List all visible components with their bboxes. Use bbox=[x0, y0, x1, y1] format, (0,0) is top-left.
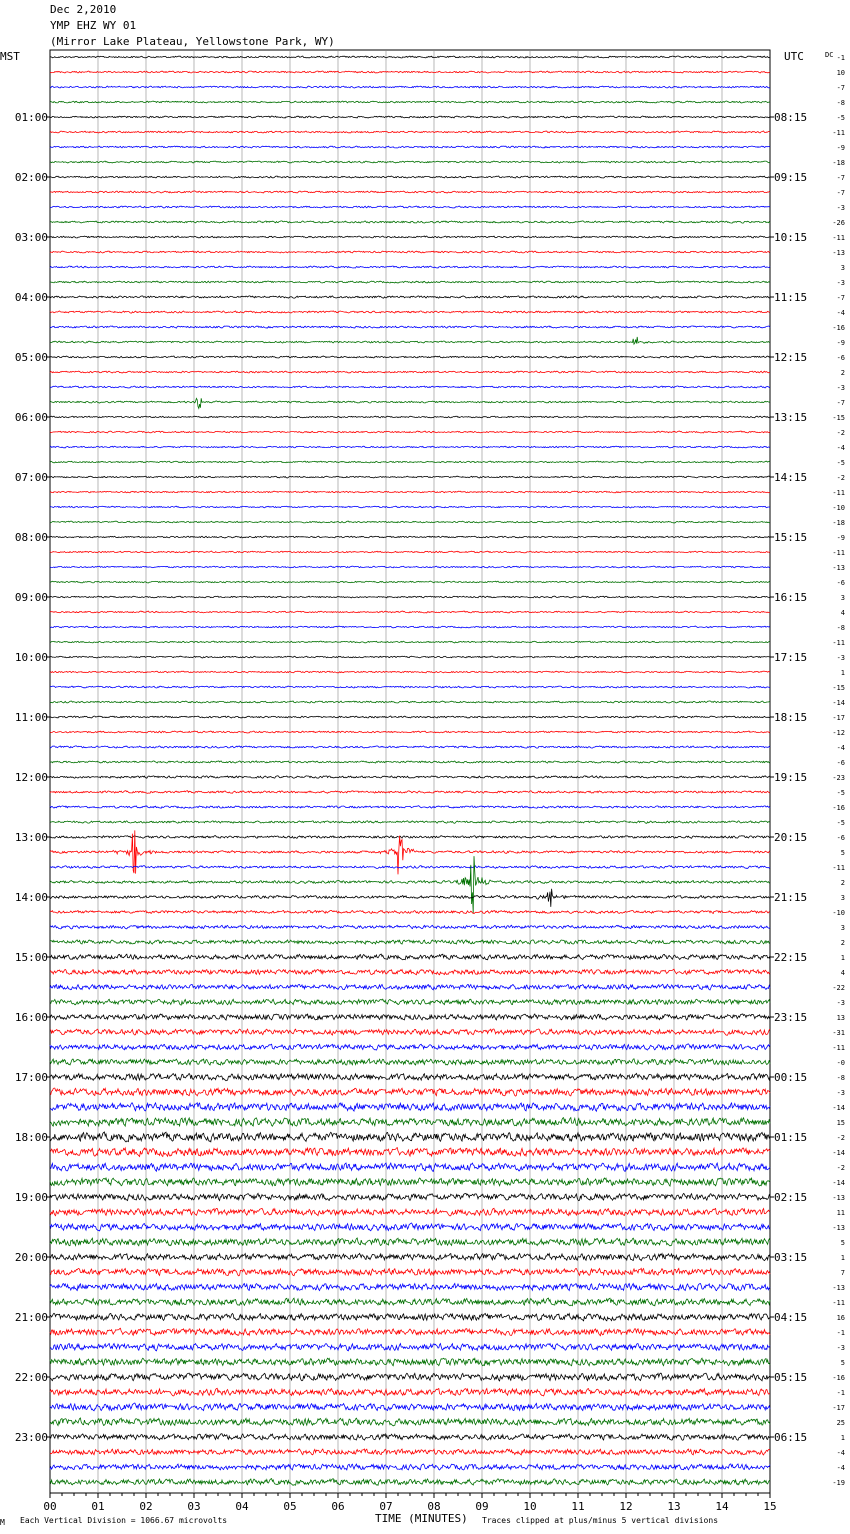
trace-line bbox=[50, 1132, 770, 1142]
dc-offset-value: -1 bbox=[836, 1329, 845, 1337]
left-hour-label: 05:00 bbox=[14, 351, 48, 364]
trace-line bbox=[50, 1029, 770, 1035]
dc-offset-value: -4 bbox=[836, 1464, 845, 1472]
trace-line bbox=[50, 191, 770, 193]
dc-offset-value: -6 bbox=[836, 759, 845, 767]
trace-line bbox=[50, 337, 770, 344]
trace-line bbox=[50, 686, 770, 688]
dc-offset-value: -11 bbox=[832, 1044, 845, 1052]
trace-line bbox=[50, 821, 770, 824]
dc-offset-value: -7 bbox=[836, 189, 845, 197]
trace-line bbox=[50, 954, 770, 960]
left-hour-label: 04:00 bbox=[14, 291, 48, 304]
trace-line bbox=[50, 1163, 770, 1171]
dc-offset-value: -7 bbox=[836, 294, 845, 302]
right-hour-label: 21:15 bbox=[774, 891, 808, 904]
left-hour-label: 07:00 bbox=[14, 471, 48, 484]
dc-offset-value: -5 bbox=[836, 459, 845, 467]
trace-line bbox=[50, 446, 770, 448]
dc-offset-value: -3 bbox=[836, 1344, 845, 1352]
trace-line bbox=[50, 1449, 770, 1455]
trace-line bbox=[50, 581, 770, 583]
dc-offset-value: -13 bbox=[832, 249, 845, 257]
x-tick-label: 11 bbox=[571, 1500, 585, 1513]
dc-offset-value: -3 bbox=[836, 654, 845, 662]
dc-offset-value: 10 bbox=[836, 69, 845, 77]
trace-line bbox=[50, 506, 770, 508]
x-tick-label: 13 bbox=[667, 1500, 681, 1513]
trace-line bbox=[50, 1193, 770, 1200]
trace-line bbox=[50, 925, 770, 929]
trace-line bbox=[50, 1313, 770, 1321]
trace-line bbox=[50, 656, 770, 658]
trace-line bbox=[50, 1358, 770, 1366]
x-axis-label: TIME (MINUTES) bbox=[375, 1512, 468, 1525]
dc-offset-value: -7 bbox=[836, 399, 845, 407]
dc-offset-value: -9 bbox=[836, 339, 845, 347]
left-hour-label: 18:00 bbox=[14, 1131, 48, 1144]
left-hour-label: 17:00 bbox=[14, 1071, 48, 1084]
dc-offset-value: 3 bbox=[840, 594, 845, 602]
x-tick-label: 03 bbox=[187, 1500, 201, 1513]
dc-offset-value: -12 bbox=[832, 729, 845, 737]
right-hour-label: 15:15 bbox=[774, 531, 808, 544]
dc-offset-value: -16 bbox=[832, 804, 845, 812]
x-tick-label: 04 bbox=[235, 1500, 249, 1513]
right-hour-label: 08:15 bbox=[774, 111, 808, 124]
dc-offset-value: -5 bbox=[836, 789, 845, 797]
dc-offset-value: 13 bbox=[836, 1014, 845, 1022]
trace-line bbox=[50, 311, 770, 313]
trace-line bbox=[50, 281, 770, 283]
trace-line bbox=[50, 1223, 770, 1231]
trace-line bbox=[50, 1403, 770, 1411]
dc-offset-value: 11 bbox=[836, 1209, 845, 1217]
left-hour-label: 10:00 bbox=[14, 651, 48, 664]
dc-offset-value: -19 bbox=[832, 1479, 845, 1487]
trace-line bbox=[50, 731, 770, 733]
dc-offset-value: 5 bbox=[840, 1239, 845, 1247]
trace-line bbox=[50, 131, 770, 133]
dc-offset-value: -5 bbox=[836, 114, 845, 122]
trace-line bbox=[50, 56, 770, 58]
right-hour-label: 19:15 bbox=[774, 771, 808, 784]
left-hour-label: 02:00 bbox=[14, 171, 48, 184]
dc-offset-value: -16 bbox=[832, 1374, 845, 1382]
trace-line bbox=[50, 1088, 770, 1096]
dc-offset-value: 5 bbox=[840, 849, 845, 857]
right-hour-label: 17:15 bbox=[774, 651, 808, 664]
dc-offset-value: -23 bbox=[832, 774, 845, 782]
trace-line bbox=[50, 1479, 770, 1486]
trace-line bbox=[50, 889, 770, 907]
dc-offset-value: -11 bbox=[832, 234, 845, 242]
dc-offset-value: -14 bbox=[832, 699, 845, 707]
dc-offset-value: -17 bbox=[832, 714, 845, 722]
dc-offset-value: -11 bbox=[832, 639, 845, 647]
left-hour-label: 12:00 bbox=[14, 771, 48, 784]
trace-line bbox=[50, 326, 770, 328]
x-tick-label: 09 bbox=[475, 1500, 489, 1513]
trace-line bbox=[50, 1373, 770, 1381]
dc-offset-value: -11 bbox=[832, 549, 845, 557]
x-tick-label: 00 bbox=[43, 1500, 57, 1513]
x-tick-label: 15 bbox=[763, 1500, 777, 1513]
dc-offset-value: -16 bbox=[832, 324, 845, 332]
trace-line bbox=[50, 1284, 770, 1291]
left-hour-label: 14:00 bbox=[14, 891, 48, 904]
dc-offset-value: -0 bbox=[836, 1059, 845, 1067]
trace-line bbox=[50, 806, 770, 809]
trace-line bbox=[50, 641, 770, 643]
left-hour-label: 08:00 bbox=[14, 531, 48, 544]
trace-line bbox=[50, 626, 770, 628]
trace-line bbox=[50, 491, 770, 493]
right-hour-label: 18:15 bbox=[774, 711, 808, 724]
dc-offset-value: -14 bbox=[832, 1104, 845, 1112]
trace-line bbox=[50, 1014, 770, 1020]
trace-line bbox=[50, 746, 770, 748]
dc-offset-value: -8 bbox=[836, 1074, 845, 1082]
station-code: YMP EHZ WY 01 bbox=[50, 19, 137, 32]
left-hour-label: 15:00 bbox=[14, 951, 48, 964]
dc-offset-value: -7 bbox=[836, 174, 845, 182]
trace-line bbox=[50, 251, 770, 253]
dc-offset-value: -15 bbox=[832, 414, 845, 422]
dc-offset-value: -3 bbox=[836, 279, 845, 287]
dc-offset-value: -4 bbox=[836, 444, 845, 452]
trace-line bbox=[50, 910, 770, 913]
dc-offset-value: 16 bbox=[836, 1314, 845, 1322]
plot-date: Dec 2,2010 bbox=[50, 3, 117, 16]
dc-offset-value: -15 bbox=[832, 684, 845, 692]
dc-offset-value: -18 bbox=[832, 159, 845, 167]
dc-offset-value: -11 bbox=[832, 1299, 845, 1307]
trace-line bbox=[50, 161, 770, 163]
trace-line bbox=[50, 716, 770, 718]
dc-offset-value: -8 bbox=[836, 624, 845, 632]
trace-line bbox=[50, 551, 770, 553]
dc-offset-value: -14 bbox=[832, 1179, 845, 1187]
trace-line bbox=[50, 416, 770, 418]
trace-line bbox=[50, 296, 770, 299]
left-hour-label: 03:00 bbox=[14, 231, 48, 244]
dc-offset-value: -2 bbox=[836, 1164, 845, 1172]
trace-line bbox=[50, 1044, 770, 1050]
dc-offset-value: -2 bbox=[836, 1134, 845, 1142]
dc-offset-value: -4 bbox=[836, 744, 845, 752]
right-hour-label: 20:15 bbox=[774, 831, 808, 844]
right-hour-label: 03:15 bbox=[774, 1251, 808, 1264]
left-hour-label: 06:00 bbox=[14, 411, 48, 424]
trace-line bbox=[50, 521, 770, 523]
x-tick-label: 06 bbox=[331, 1500, 345, 1513]
trace-line bbox=[50, 431, 770, 433]
dc-offset-value: -9 bbox=[836, 534, 845, 542]
trace-line bbox=[50, 398, 770, 408]
right-hour-label: 11:15 bbox=[774, 291, 808, 304]
dc-offset-value: -7 bbox=[836, 84, 845, 92]
scale-note: Each Vertical Division = 1066.67 microvolts bbox=[20, 1516, 228, 1525]
trace-line bbox=[50, 236, 770, 238]
dc-offset-value: -2 bbox=[836, 474, 845, 482]
trace-line bbox=[50, 1434, 770, 1441]
dc-offset-value: 1 bbox=[840, 669, 845, 677]
station-location: (Mirror Lake Plateau, Yellowstone Park, WY) bbox=[50, 35, 335, 48]
trace-line bbox=[50, 836, 770, 839]
dc-offset-value: 4 bbox=[840, 609, 845, 617]
clip-note: Traces clipped at plus/minus 5 vertical divisions bbox=[482, 1516, 719, 1525]
dc-offset-value: 2 bbox=[840, 369, 845, 377]
trace-line bbox=[50, 1059, 770, 1065]
dc-offset-value: -14 bbox=[832, 1149, 845, 1157]
trace-line bbox=[50, 101, 770, 103]
x-tick-label: 14 bbox=[715, 1500, 729, 1513]
dc-offset-value: 1 bbox=[840, 954, 845, 962]
left-hour-label: 20:00 bbox=[14, 1251, 48, 1264]
dc-offset-value: -4 bbox=[836, 1449, 845, 1457]
dc-offset-value: 3 bbox=[840, 924, 845, 932]
trace-line bbox=[50, 611, 770, 613]
left-hour-label: 22:00 bbox=[14, 1371, 48, 1384]
left-hour-label: 19:00 bbox=[14, 1191, 48, 1204]
right-hour-label: 12:15 bbox=[774, 351, 808, 364]
dc-offset-value: -11 bbox=[832, 489, 845, 497]
right-hour-label: 16:15 bbox=[774, 591, 808, 604]
x-tick-label: 12 bbox=[619, 1500, 633, 1513]
trace-line bbox=[50, 116, 770, 118]
dc-offset-value: 3 bbox=[840, 264, 845, 272]
trace-line bbox=[50, 206, 770, 208]
trace-line bbox=[50, 146, 770, 148]
dc-offset-value: -26 bbox=[832, 219, 845, 227]
trace-line bbox=[50, 1238, 770, 1246]
dc-offset-value: 1 bbox=[840, 1254, 845, 1262]
x-tick-label: 08 bbox=[427, 1500, 441, 1513]
trace-line bbox=[50, 856, 770, 913]
dc-offset-value: -1 bbox=[836, 1389, 845, 1397]
trace-line bbox=[50, 536, 770, 538]
trace-line bbox=[50, 461, 770, 463]
dc-offset-header: DC bbox=[825, 51, 834, 59]
left-hour-label: 09:00 bbox=[14, 591, 48, 604]
trace-line bbox=[50, 1328, 770, 1336]
dc-offset-value: -3 bbox=[836, 204, 845, 212]
dc-offset-value: -3 bbox=[836, 1089, 845, 1097]
trace-line bbox=[50, 791, 770, 794]
dc-offset-value: -13 bbox=[832, 564, 845, 572]
right-hour-label: 22:15 bbox=[774, 951, 808, 964]
x-tick-label: 02 bbox=[139, 1500, 153, 1513]
dc-offset-value: 1 bbox=[840, 1434, 845, 1442]
left-hour-label: 11:00 bbox=[14, 711, 48, 724]
right-hour-label: 09:15 bbox=[774, 171, 808, 184]
dc-offset-value: -11 bbox=[832, 129, 845, 137]
trace-line bbox=[50, 86, 770, 88]
dc-offset-value: -17 bbox=[832, 1404, 845, 1412]
trace-line bbox=[50, 356, 770, 358]
dc-offset-value: -18 bbox=[832, 519, 845, 527]
right-hour-label: 00:15 bbox=[774, 1071, 808, 1084]
dc-offset-value: -13 bbox=[832, 1284, 845, 1292]
dc-offset-value: -9 bbox=[836, 144, 845, 152]
dc-offset-value: -2 bbox=[836, 429, 845, 437]
trace-line bbox=[50, 566, 770, 568]
trace-line bbox=[50, 1208, 770, 1216]
corner-mark: M bbox=[0, 1518, 5, 1527]
dc-offset-value: -6 bbox=[836, 354, 845, 362]
trace-line bbox=[50, 1464, 770, 1470]
dc-offset-value: 2 bbox=[840, 939, 845, 947]
dc-offset-value: 4 bbox=[840, 969, 845, 977]
dc-offset-value: -8 bbox=[836, 99, 845, 107]
dc-offset-value: 3 bbox=[840, 894, 845, 902]
dc-offset-value: 5 bbox=[840, 1359, 845, 1367]
right-hour-label: 06:15 bbox=[774, 1431, 808, 1444]
dc-offset-value: 25 bbox=[836, 1419, 845, 1427]
trace-line bbox=[50, 761, 770, 763]
trace-line bbox=[50, 940, 770, 944]
trace-line bbox=[50, 1148, 770, 1157]
trace-line bbox=[50, 1298, 770, 1306]
dc-offset-value: -6 bbox=[836, 834, 845, 842]
x-tick-label: 01 bbox=[91, 1500, 105, 1513]
right-timezone-label: UTC bbox=[784, 50, 804, 63]
left-hour-label: 16:00 bbox=[14, 1011, 48, 1024]
dc-offset-value: -13 bbox=[832, 1224, 845, 1232]
trace-line bbox=[50, 999, 770, 1005]
trace-line bbox=[50, 969, 770, 975]
trace-line bbox=[50, 1178, 770, 1186]
trace-line bbox=[50, 866, 770, 869]
dc-offset-value: -6 bbox=[836, 579, 845, 587]
dc-offset-value: 7 bbox=[840, 1269, 845, 1277]
trace-line bbox=[50, 386, 770, 388]
dc-offset-value: -31 bbox=[832, 1029, 845, 1037]
dc-offset-value: -3 bbox=[836, 999, 845, 1007]
trace-line bbox=[50, 1253, 770, 1260]
right-hour-label: 13:15 bbox=[774, 411, 808, 424]
trace-line bbox=[50, 176, 770, 178]
trace-line bbox=[50, 776, 770, 779]
left-hour-label: 13:00 bbox=[14, 831, 48, 844]
trace-line bbox=[50, 221, 770, 223]
dc-offset-value: -10 bbox=[832, 909, 845, 917]
right-hour-label: 14:15 bbox=[774, 471, 808, 484]
trace-line bbox=[50, 1344, 770, 1351]
dc-offset-value: -4 bbox=[836, 309, 845, 317]
right-hour-label: 23:15 bbox=[774, 1011, 808, 1024]
x-tick-label: 07 bbox=[379, 1500, 393, 1513]
trace-line bbox=[50, 1103, 770, 1111]
trace-line bbox=[50, 1073, 770, 1080]
left-hour-label: 01:00 bbox=[14, 111, 48, 124]
dc-offset-value: -11 bbox=[832, 864, 845, 872]
trace-line bbox=[50, 1118, 770, 1127]
trace-line bbox=[50, 71, 770, 73]
trace-line bbox=[50, 671, 770, 673]
right-hour-label: 02:15 bbox=[774, 1191, 808, 1204]
trace-line bbox=[50, 701, 770, 703]
dc-offset-value: -3 bbox=[836, 384, 845, 392]
trace-line bbox=[50, 596, 770, 598]
trace-line bbox=[50, 266, 770, 268]
x-tick-label: 05 bbox=[283, 1500, 297, 1513]
left-hour-label: 23:00 bbox=[14, 1431, 48, 1444]
dc-offset-value: -22 bbox=[832, 984, 845, 992]
dc-offset-value: -10 bbox=[832, 504, 845, 512]
right-hour-label: 01:15 bbox=[774, 1131, 808, 1144]
left-timezone-label: MST bbox=[0, 50, 20, 63]
left-hour-label: 21:00 bbox=[14, 1311, 48, 1324]
trace-line bbox=[50, 984, 770, 990]
dc-offset-value: -1 bbox=[836, 54, 845, 62]
dc-offset-value: -5 bbox=[836, 819, 845, 827]
trace-line bbox=[50, 1268, 770, 1275]
dc-offset-value: -13 bbox=[832, 1194, 845, 1202]
dc-offset-value: 2 bbox=[840, 879, 845, 887]
dc-offset-value: 15 bbox=[836, 1119, 845, 1127]
trace-line bbox=[50, 1418, 770, 1426]
right-hour-label: 05:15 bbox=[774, 1371, 808, 1384]
x-tick-label: 10 bbox=[523, 1500, 537, 1513]
right-hour-label: 10:15 bbox=[774, 231, 808, 244]
trace-line bbox=[50, 371, 770, 373]
trace-line bbox=[50, 476, 770, 478]
trace-line bbox=[50, 1388, 770, 1396]
right-hour-label: 04:15 bbox=[774, 1311, 808, 1324]
